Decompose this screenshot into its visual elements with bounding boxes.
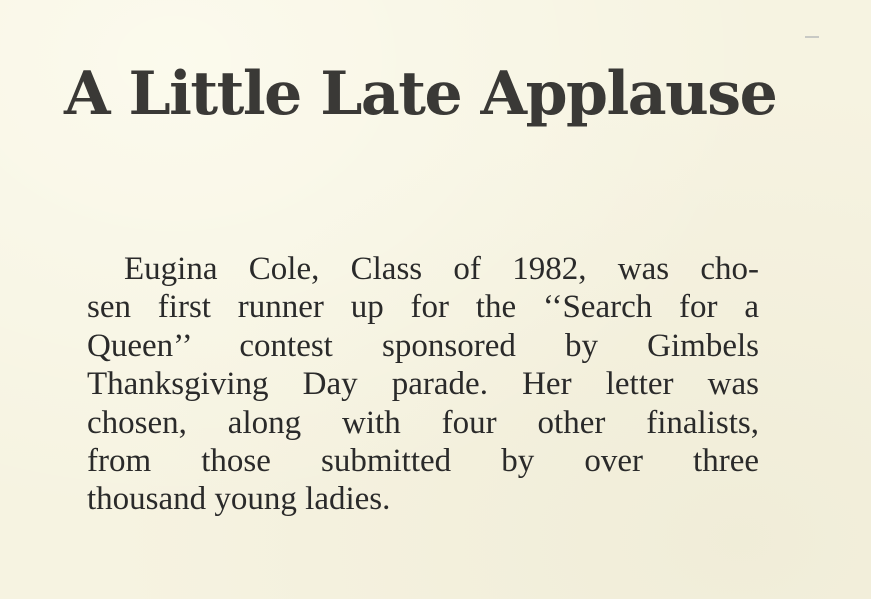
article-line: Eugina Cole, Class of 1982, was cho- bbox=[124, 251, 759, 287]
article-line: sen first runner up for the ‘‘Search for a bbox=[87, 289, 759, 326]
paper-speck bbox=[805, 36, 819, 38]
headline: A Little Late Applause bbox=[64, 59, 777, 129]
article-line: Thanksgiving Day parade. Her letter was bbox=[87, 366, 759, 403]
article-line: from those submitted by over three bbox=[87, 443, 759, 480]
article-line: thousand young ladies. bbox=[87, 481, 391, 518]
article-line: chosen, along with four other finalists, bbox=[87, 404, 759, 441]
article-line: Queen’’ contest sponsored by Gimbels bbox=[87, 327, 759, 364]
article-body bbox=[87, 250, 759, 519]
